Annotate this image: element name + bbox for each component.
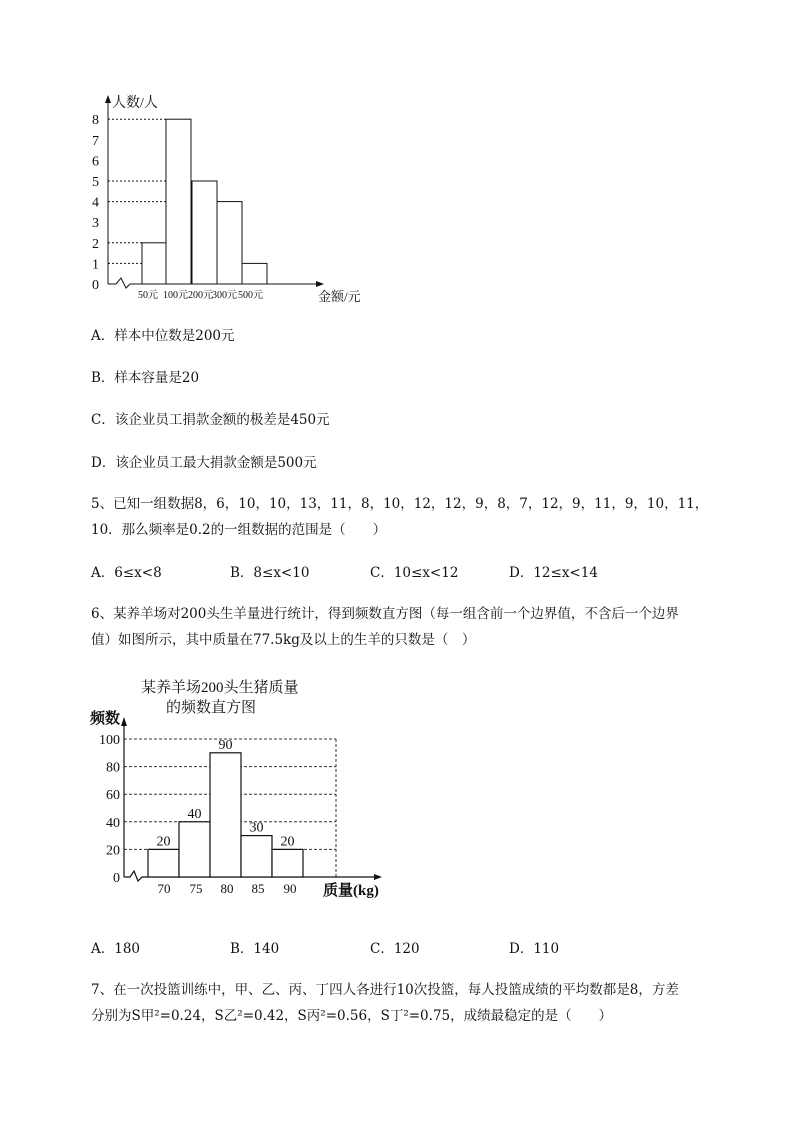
q7-text-line2: 分别为S甲²=0.24，S乙²=0.42，S丙²=0.56，S丁²=0.75，成绩最稳定的是（ ） — [91, 1008, 613, 1024]
y-axis-title: 人数/人 — [112, 96, 158, 111]
q7-text-line1: 7、在一次投篮训练中，甲、乙、丙、丁四人各进行10次投篮，每人投篮成绩的平均数都是8，方差 — [91, 982, 679, 998]
histogram-bar — [241, 836, 272, 877]
histogram-bar — [179, 822, 210, 877]
x-axis-title: 质量(kg) — [323, 883, 379, 899]
q5-text-line2: 10．那么频率是0.2的一组数据的范围是（ ） — [91, 522, 387, 538]
x-axis-arrow — [316, 281, 324, 287]
data-label: 40 — [187, 806, 202, 822]
histogram-bar — [242, 263, 267, 284]
x-tick-label: 300元 — [212, 290, 237, 301]
q6-text-line2: 值）如图所示，其中质量在77.5kg及以上的生羊的只数是（ ） — [91, 632, 476, 648]
y-axis-arrow — [105, 95, 111, 103]
x-tick-label: 70 — [157, 881, 171, 896]
x-tick-label: 100元 — [163, 290, 188, 301]
q4-option-d: D．该企业员工最大捐款金额是500元 — [91, 455, 317, 471]
y-axis-title: 频数 — [90, 711, 121, 727]
q6-option-a: A．180 — [91, 941, 141, 957]
y-tick-label: 7 — [92, 133, 99, 149]
histogram-bar — [142, 243, 167, 284]
frequency-histogram — [86, 673, 396, 905]
x-tick-label: 90 — [283, 881, 297, 896]
chart-title: 某养羊场200头生猪质量 — [141, 680, 299, 696]
x-tick-label: 75 — [189, 881, 203, 896]
histogram-bar — [148, 849, 179, 877]
q6-option-b: B．140 — [230, 941, 280, 957]
q4-option-c: C．该企业员工捐款金额的极差是450元 — [91, 412, 330, 428]
y-tick-label: 60 — [106, 788, 120, 804]
y-tick-label: 20 — [106, 843, 120, 859]
x-tick-label: 500元 — [238, 290, 263, 301]
q5-option-b: B．8≤x<10 — [230, 565, 310, 581]
histogram-bar — [166, 119, 191, 284]
y-axis-arrow — [121, 717, 127, 726]
y-tick-label: 5 — [92, 175, 99, 190]
donation-histogram — [86, 88, 376, 310]
y-tick-label: 80 — [106, 760, 120, 776]
y-tick-label: 4 — [92, 195, 99, 211]
x-tick-label: 50元 — [138, 290, 158, 301]
q5-text-line1: 5、已知一组数据8，6，10，10，13，11，8，10，12，12，9，8，7，12，9，11，9，10，11， — [91, 496, 709, 512]
x-tick-label: 80 — [220, 881, 234, 896]
q5-option-a: A．6≤x<8 — [91, 565, 162, 581]
y-tick-label: 1 — [92, 257, 99, 273]
x-tick-label: 85 — [251, 881, 265, 896]
q6-option-d: D．110 — [509, 941, 560, 957]
x-axis-arrow — [374, 874, 382, 880]
y-tick-label: 2 — [92, 236, 99, 252]
histogram-bar — [272, 849, 303, 877]
y-tick-label: 0 — [113, 871, 120, 886]
y-tick-label: 3 — [92, 216, 99, 232]
y-tick-label: 6 — [92, 154, 99, 170]
q6-option-c: C．120 — [370, 941, 420, 957]
histogram-bar — [217, 202, 242, 284]
x-tick-label: 200元 — [188, 290, 213, 301]
y-tick-label: 0 — [92, 278, 99, 293]
data-label: 90 — [218, 737, 233, 753]
histogram-bar — [210, 753, 241, 877]
q5-option-d: D．12≤x<14 — [509, 565, 598, 581]
chart-subtitle: 的频数直方图 — [166, 700, 257, 716]
y-tick-label: 8 — [92, 113, 99, 129]
x-axis-title: 金额/元 — [318, 289, 361, 304]
data-label: 20 — [156, 834, 171, 850]
q5-option-c: C．10≤x<12 — [370, 565, 459, 581]
y-tick-label: 40 — [106, 815, 120, 831]
data-label: 30 — [249, 820, 264, 836]
q4-option-a: A．样本中位数是200元 — [91, 328, 235, 344]
q6-text-line1: 6、某养羊场对200头生羊量进行统计，得到频数直方图（每一组含前一个边界值，不含后一个边界 — [91, 606, 679, 622]
data-label: 20 — [280, 834, 295, 850]
q4-option-b: B．样本容量是20 — [91, 370, 200, 386]
y-tick-label: 100 — [99, 733, 120, 748]
histogram-bar — [192, 181, 217, 284]
